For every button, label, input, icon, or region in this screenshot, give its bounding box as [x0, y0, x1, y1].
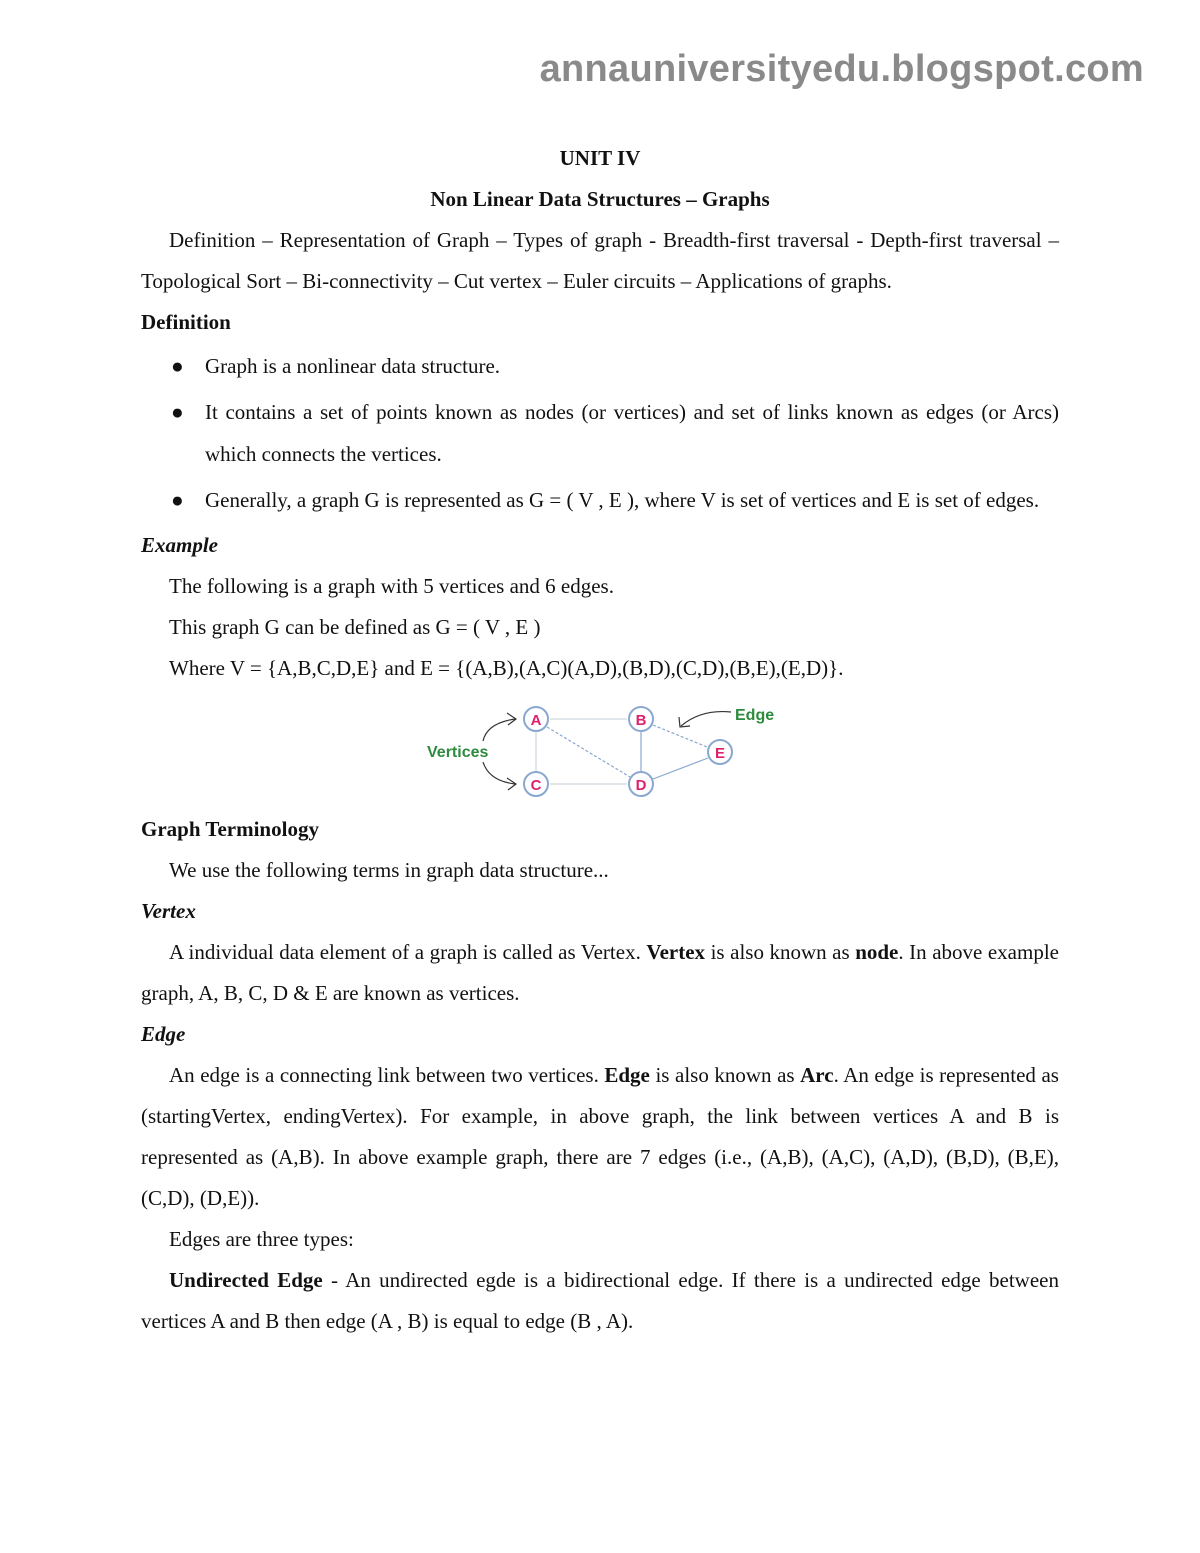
- undirected-edge-paragraph: [141, 1260, 1059, 1342]
- vertex-heading: Vertex: [141, 899, 196, 923]
- terminology-heading: Graph Terminology: [141, 817, 319, 841]
- watermark: annauniversityedu.blogspot.com: [539, 48, 1144, 90]
- list-item: [141, 345, 1059, 387]
- node-label: C: [530, 777, 542, 794]
- edge-paragraph: [141, 1055, 1059, 1219]
- text-run: . In above example graph, A, B, C, D & E are known as vertices.: [141, 940, 1059, 1005]
- edge-heading: Edge: [141, 1022, 186, 1046]
- unit-title: UNIT IV: [559, 146, 641, 170]
- edge-d-e: [653, 758, 708, 779]
- edge-b-e: [653, 725, 707, 747]
- bold-term: Edge: [604, 1063, 650, 1087]
- unit-subtitle: Non Linear Data Structures – Graphs: [430, 187, 770, 211]
- vertices-arrow-up-icon: [483, 719, 515, 741]
- annotation-arrows: [483, 712, 731, 790]
- arrowhead-icon: [679, 717, 690, 727]
- vertices-label: Vertices: [427, 744, 489, 761]
- example-line: This graph G can be defined as G = ( V , E ): [169, 615, 541, 639]
- text-run: is also known as: [705, 940, 856, 964]
- definition-list: [141, 345, 1059, 521]
- example-line: Where V = {A,B,C,D,E} and E = {(A,B),(A,C)(A,D),(B,D),(C,D),(B,E),(E,D)}.: [169, 656, 844, 680]
- node-label: D: [635, 777, 647, 794]
- syllabus-paragraph: Definition – Representation of Graph – Types of graph - Breadth-first traversal - Depth-first traversal – Topological Sort – Bi-connectivity – Cut vertex – Euler circuits – Applications of graphs.: [141, 228, 1059, 293]
- list-item: [141, 391, 1059, 475]
- vertex-paragraph: [141, 932, 1059, 1014]
- text-run: is also known as: [649, 1063, 801, 1087]
- list-item-text: Generally, a graph G is represented as G = ( V , E ), where V is set of vertices and E is set of edges.: [205, 488, 1040, 512]
- bullet-icon: ●: [171, 354, 184, 378]
- text-run: An edge is a connecting link between two vertices.: [169, 1063, 605, 1087]
- list-item-text: It contains a set of points known as nodes (or vertices) and set of links known as edges (or Arcs) which connects the vertices.: [205, 400, 1059, 466]
- node-label: B: [635, 712, 647, 729]
- text-run: - An undirected egde is a bidirectional edge. If there is a undirected edge between vertices A and B then edge (A , B) is equal to edge (B , A).: [141, 1268, 1059, 1333]
- text-run: . An edge is represented as (startingVertex, endingVertex). For example, in above graph, the link between vertices A and B is represented as (A,B). In above example graph, there are 7 edges (i.e., (A,B), (A,C), (A,D), (B,D), (B,E), (C,D), (D,E)).: [141, 1063, 1059, 1210]
- list-item-text: Graph is a nonlinear data structure.: [205, 354, 501, 378]
- bullet-icon: ●: [171, 488, 184, 512]
- edge-a-d: [547, 727, 630, 777]
- graph-figure: [141, 689, 1059, 809]
- text-run: A individual data element of a graph is called as Vertex.: [169, 940, 647, 964]
- document-page: [141, 138, 1059, 1342]
- definition-heading: Definition: [141, 310, 231, 334]
- bullet-icon: ●: [171, 400, 184, 424]
- example-heading: Example: [141, 533, 218, 557]
- edge-types-intro: Edges are three types:: [169, 1227, 354, 1251]
- edge-label: Edge: [735, 707, 775, 724]
- node-label: A: [530, 712, 542, 729]
- graph-nodes: [524, 707, 732, 796]
- bold-term: Vertex: [646, 940, 706, 964]
- graph-edges: [536, 719, 708, 784]
- terminology-intro: We use the following terms in graph data structure...: [169, 858, 609, 882]
- graph-diagram: [411, 689, 791, 809]
- bold-term: Undirected Edge: [169, 1268, 323, 1292]
- example-line: The following is a graph with 5 vertices and 6 edges.: [169, 574, 614, 598]
- bold-term: Arc: [800, 1063, 834, 1087]
- list-item: [141, 479, 1059, 521]
- node-label: E: [714, 745, 726, 762]
- bold-term: node: [855, 940, 899, 964]
- edge-arrow-icon: [681, 712, 731, 726]
